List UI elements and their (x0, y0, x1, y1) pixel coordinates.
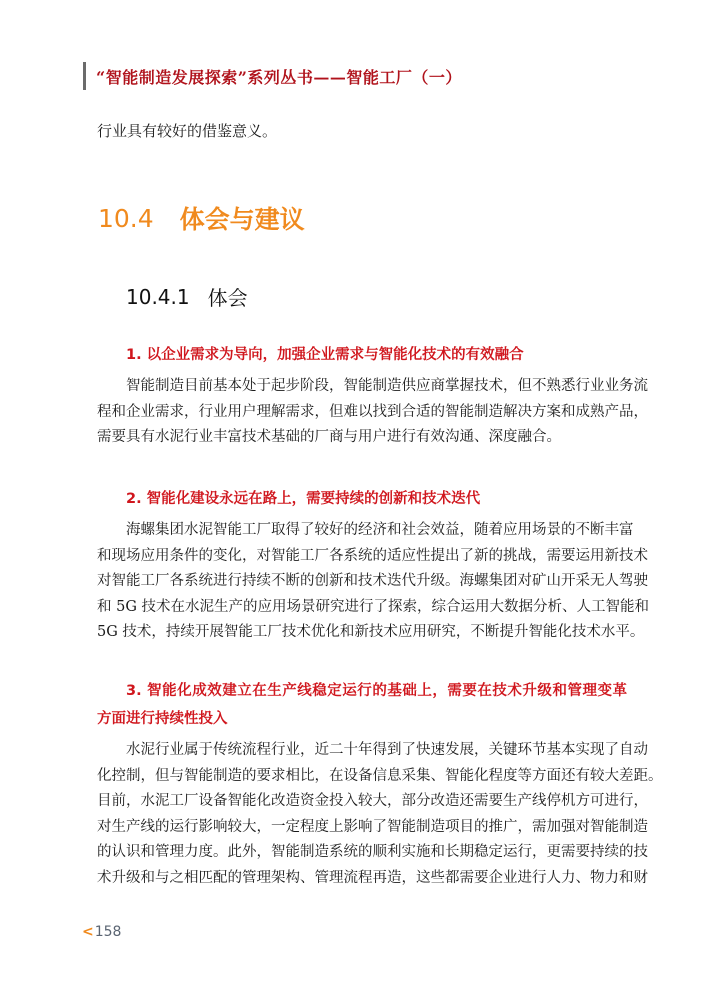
body-line: 目前，水泥工厂设备智能化改造资金投入较大，部分改造还需要生产线停机方可进行， (97, 793, 648, 810)
point-3-heading-line: 3. 智能化成效建立在生产线稳定运行的基础上，需要在技术升级和管理变革 (126, 683, 627, 699)
header-divider-bar (83, 62, 86, 90)
running-header (83, 62, 462, 90)
page-number-value: 158 (94, 924, 122, 940)
point-3-heading (97, 677, 627, 733)
subsection-number: 10.4.1 (126, 284, 190, 309)
running-header-title: “智能制造发展探索”系列丛书——智能工厂（一） (96, 67, 462, 87)
point-2-body (97, 518, 650, 646)
body-line: 程和企业需求，行业用户理解需求，但难以找到合适的智能制造解决方案和成熟产品， (97, 403, 648, 420)
point-1-heading-line: 1. 以企业需求为导向，加强企业需求与智能化技术的有效融合 (126, 347, 524, 363)
body-line: 对生产线的运行影响较大，一定程度上影响了智能制造项目的推广，需加强对智能制造 (97, 818, 648, 835)
body-line: 水泥行业属于传统流程行业，近二十年得到了快速发展，关键环节基本实现了自动 (126, 742, 648, 758)
point-2-heading (126, 485, 480, 513)
page-arrow-icon: < (82, 924, 94, 940)
point-3-heading-line: 方面进行持续性投入 (97, 711, 228, 727)
body-line: 和 5G 技术在水泥生产的应用场景研究进行了探索，综合运用大数据分析、人工智能和 (97, 598, 650, 615)
body-line: 海螺集团水泥智能工厂取得了较好的经济和社会效益，随着应用场景的不断丰富 (126, 522, 634, 538)
body-line: 术升级和与之相匹配的管理架构、管理流程再造，这些都需要企业进行人力、物力和财 (97, 869, 648, 886)
subsection-heading (126, 282, 248, 311)
body-line: 对智能工厂各系统进行持续不断的创新和技术迭代升级。海螺集团对矿山开采无人驾驶 (97, 573, 648, 590)
subsection-title: 体会 (207, 286, 248, 310)
section-heading (98, 200, 305, 236)
point-1-heading (126, 341, 524, 369)
body-line: 需要具有水泥行业丰富技术基础的厂商与用户进行有效沟通、深度融合。 (97, 429, 561, 446)
point-2-heading-line: 2. 智能化建设永远在路上，需要持续的创新和技术迭代 (126, 491, 481, 507)
previous-paragraph-tail: 行业具有较好的借鉴意义。 (97, 122, 278, 140)
body-line: 5G 技术，持续开展智能工厂技术优化和新技术应用研究，不断提升智能化技术水平。 (97, 624, 645, 641)
body-line: 和现场应用条件的变化，对智能工厂各系统的适应性提出了新的挑战，需要运用新技术 (97, 547, 648, 564)
point-3-body (97, 738, 663, 892)
point-1-body (97, 374, 648, 451)
section-title: 体会与建议 (179, 205, 305, 234)
page-number (82, 924, 121, 940)
body-line: 智能制造目前基本处于起步阶段，智能制造供应商掌握技术，但不熟悉行业业务流 (126, 378, 648, 394)
section-number: 10.4 (98, 203, 154, 233)
body-line: 的认识和管理力度。此外，智能制造系统的顺利实施和长期稳定运行，更需要持续的技 (97, 844, 648, 861)
body-line: 化控制，但与智能制造的要求相比，在设备信息采集、智能化程度等方面还有较大差距。 (97, 767, 663, 784)
